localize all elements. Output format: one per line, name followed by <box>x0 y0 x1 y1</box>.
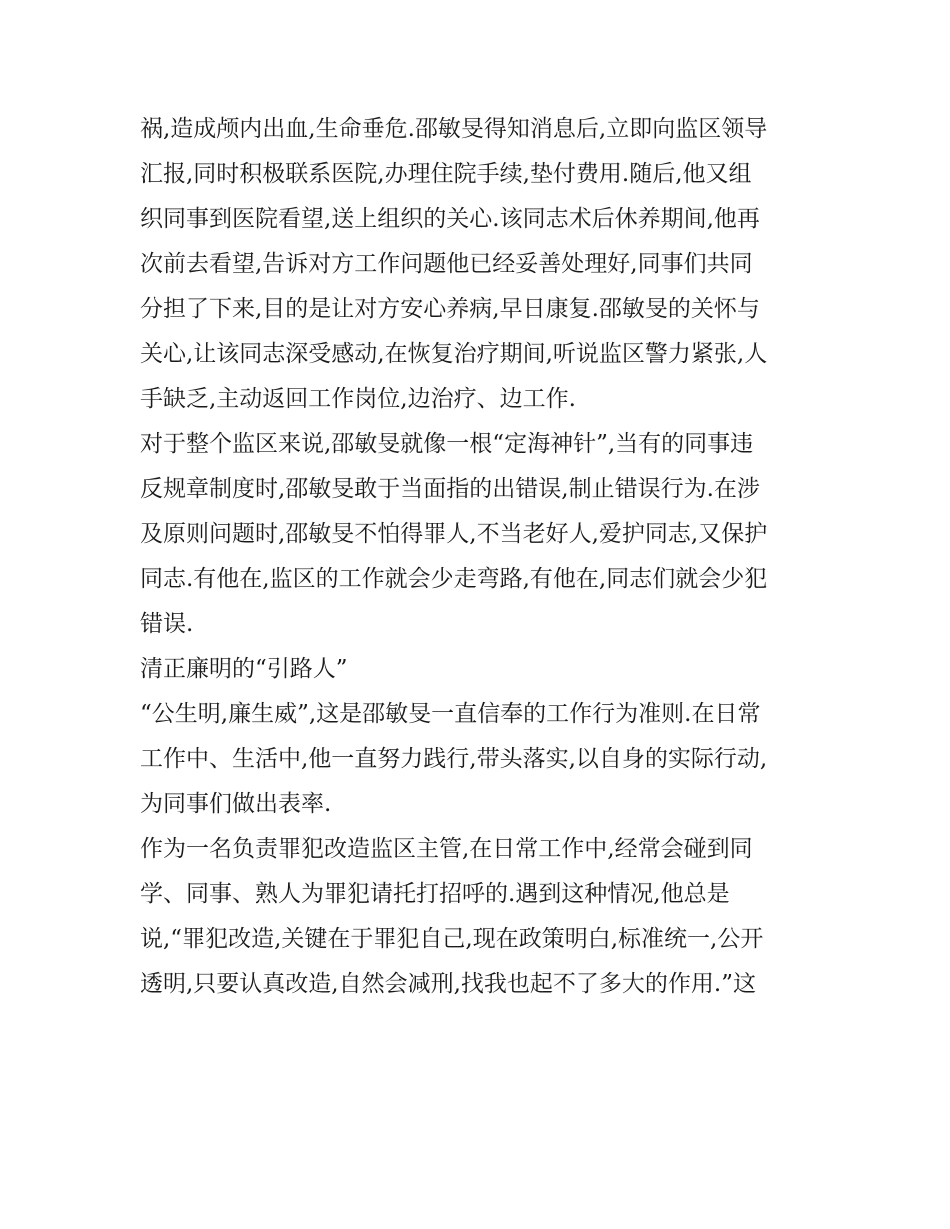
text-line: 同志.有他在,监区的工作就会少走弯路,有他在,同志们就会少犯 <box>140 566 768 592</box>
text-line: 工作中、生活中,他一直努力践行,带头落实,以自身的实际行动, <box>140 746 768 772</box>
text-line: 学、同事、熟人为罪犯请托打招呼的.遇到这种情况,他总是 <box>140 881 730 907</box>
text-line: 次前去看望,告诉对方工作问题他已经妥善处理好,同事们共同 <box>140 251 753 277</box>
text-line: 关心,让该同志深受感动,在恢复治疗期间,听说监区警力紧张,人 <box>140 341 768 367</box>
text-line: 织同事到医院看望,送上组织的关心.该同志术后休养期间,他再 <box>140 206 760 232</box>
section-heading: 清正廉明的“引路人” <box>140 656 348 682</box>
text-line: 及原则问题时,邵敏旻不怕得罪人,不当老好人,爱护同志,又保护 <box>140 521 768 547</box>
text-line: 透明,只要认真改造,自然会减刑,找我也起不了多大的作用.”这 <box>140 971 757 997</box>
text-line: 祸,造成颅内出血,生命垂危.邵敏旻得知消息后,立即向监区领导 <box>140 116 768 142</box>
text-line: 汇报,同时积极联系医院,办理住院手续,垫付费用.随后,他又组 <box>140 161 752 187</box>
text-line: 为同事们做出表率. <box>140 791 332 817</box>
text-line: 反规章制度时,邵敏旻敢于当面指的出错误,制止错误行为.在涉 <box>140 476 760 502</box>
text-line: 对于整个监区来说,邵敏旻就像一根“定海神针”,当有的同事违 <box>140 431 754 457</box>
text-line: 说,“罪犯改造,关键在于罪犯自己,现在政策明白,标准统一,公开 <box>140 926 764 952</box>
body-text <box>140 107 820 1007</box>
text-line: 作为一名负责罪犯改造监区主管,在日常工作中,经常会碰到同 <box>140 836 753 862</box>
text-line: 分担了下来,目的是让对方安心养病,早日康复.邵敏旻的关怀与 <box>140 296 760 322</box>
text-line: “公生明,廉生威”,这是邵敏旻一直信奉的工作行为准则.在日常 <box>140 701 761 727</box>
text-line: 错误. <box>140 611 194 637</box>
text-line: 手缺乏,主动返回工作岗位,边治疗、边工作. <box>140 386 576 412</box>
